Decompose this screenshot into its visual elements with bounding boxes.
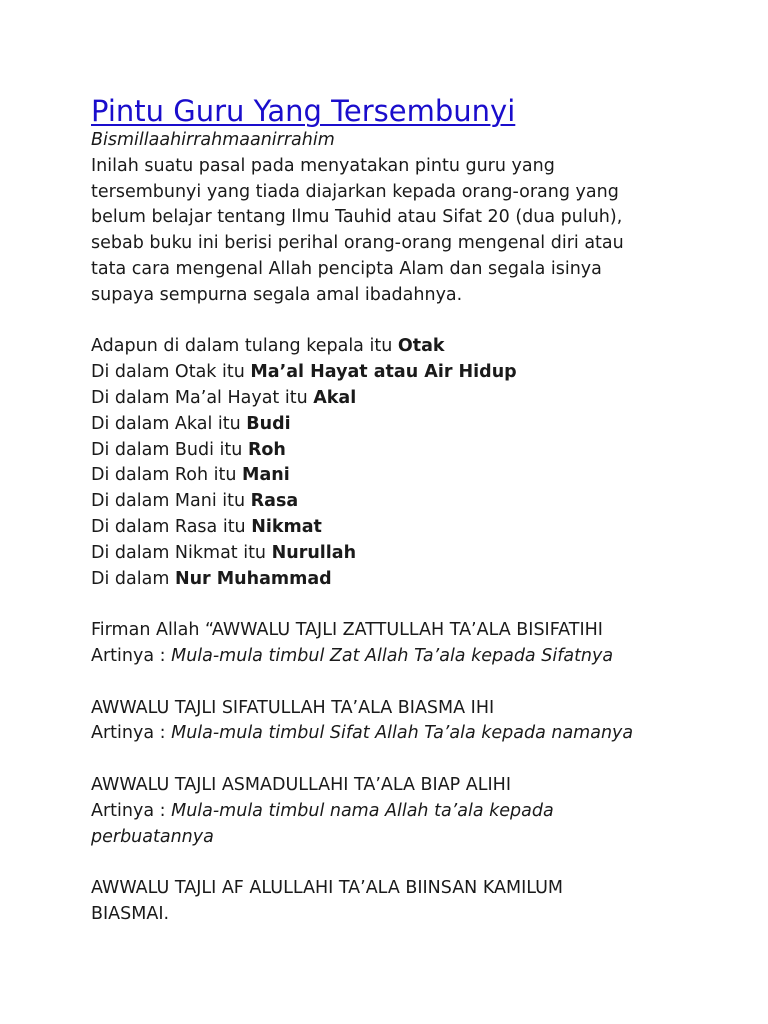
artinya-label: Artinya : <box>91 645 172 666</box>
hierarchy-line <box>91 541 731 567</box>
firman-arabic-line: Firman Allah “AWWALU TAJLI ZATTULLAH TA’ALA BISIFATIHI <box>91 620 603 641</box>
document-title-link[interactable]: Pintu Guru Yang Tersembunyi <box>91 94 516 128</box>
hierarchy-term: Roh <box>247 439 286 460</box>
firman-meaning-continuation: perbuatannya <box>91 826 214 847</box>
intro-line: belum belajar tentang Ilmu Tauhid atau Sifat 20 (dua puluh), <box>91 207 623 228</box>
hierarchy-term: Nikmat <box>251 516 322 537</box>
hierarchy-prefix: Di dalam Otak itu <box>91 362 251 383</box>
firman-block <box>91 696 731 748</box>
paragraph-spacer <box>91 747 731 773</box>
firman-block <box>91 618 731 670</box>
hierarchy-line <box>91 438 731 464</box>
firman-block <box>91 773 731 850</box>
hierarchy-prefix: Di dalam <box>91 568 175 589</box>
intro-line: Inilah suatu pasal pada menyatakan pintu guru yang <box>91 155 555 176</box>
firman-arabic-line: AWWALU TAJLI ASMADULLAHI TA’ALA BIAP ALIHI <box>91 774 511 795</box>
hierarchy-list <box>91 334 731 592</box>
firman-arabic-line: AWWALU TAJLI SIFATULLAH TA’ALA BIASMA IHI <box>91 697 495 718</box>
artinya-label: Artinya : <box>91 800 172 821</box>
paragraph-spacer <box>91 309 731 335</box>
firman-meaning: Mula-mula timbul Zat Allah Ta’ala kepada Sifatnya <box>171 645 614 666</box>
hierarchy-prefix: Di dalam Rasa itu <box>91 516 252 537</box>
firman-meaning: Mula-mula timbul Sifat Allah Ta’ala kepada namanya <box>171 723 634 744</box>
hierarchy-term: Rasa <box>250 491 299 512</box>
artinya-label: Artinya : <box>91 723 172 744</box>
firman-meaning-line <box>91 644 731 670</box>
closing-block <box>91 876 731 928</box>
intro-line: tata cara mengenal Allah pencipta Alam dan segala isinya <box>91 258 602 279</box>
firman-meaning: Mula-mula timbul nama Allah ta’ala kepada <box>171 800 554 821</box>
document-body <box>91 128 731 928</box>
hierarchy-term: Nur Muhammad <box>174 568 332 589</box>
hierarchy-prefix: Di dalam Budi itu <box>91 439 248 460</box>
hierarchy-term: Otak <box>397 336 445 357</box>
hierarchy-line <box>91 334 731 360</box>
paragraph-spacer <box>91 850 731 876</box>
closing-line: BIASMAI. <box>91 903 170 924</box>
intro-line: tersembunyi yang tiada diajarkan kepada orang-orang yang <box>91 181 619 202</box>
hierarchy-line <box>91 360 731 386</box>
hierarchy-term: Akal <box>313 387 357 408</box>
intro-paragraph <box>91 154 731 309</box>
hierarchy-term: Mani <box>242 465 290 486</box>
hierarchy-prefix: Di dalam Ma’al Hayat itu <box>91 387 314 408</box>
hierarchy-prefix: Di dalam Mani itu <box>91 491 251 512</box>
hierarchy-line <box>91 515 731 541</box>
hierarchy-prefix: Di dalam Nikmat itu <box>91 542 272 563</box>
intro-line: sebab buku ini berisi perihal orang-orang mengenal diri atau <box>91 233 624 254</box>
closing-line: AWWALU TAJLI AF ALULLAHI TA’ALA BIINSAN KAMILUM <box>91 878 564 899</box>
hierarchy-line <box>91 386 731 412</box>
paragraph-spacer <box>91 592 731 618</box>
hierarchy-prefix: Di dalam Roh itu <box>91 465 243 486</box>
hierarchy-term: Ma’al Hayat atau Air Hidup <box>250 362 517 383</box>
hierarchy-line <box>91 463 731 489</box>
intro-line: supaya sempurna segala amal ibadahnya. <box>91 284 463 305</box>
hierarchy-prefix: Adapun di dalam tulang kepala itu <box>91 336 398 357</box>
bismillah-line: Bismillaahirrahmaanirrahim <box>91 130 335 150</box>
hierarchy-line <box>91 567 731 593</box>
paragraph-spacer <box>91 670 731 696</box>
firman-meaning-line <box>91 721 731 747</box>
hierarchy-line <box>91 412 731 438</box>
firman-meaning-line <box>91 799 731 825</box>
hierarchy-term: Budi <box>246 413 291 434</box>
hierarchy-line <box>91 489 731 515</box>
hierarchy-prefix: Di dalam Akal itu <box>91 413 247 434</box>
hierarchy-term: Nurullah <box>271 542 357 563</box>
